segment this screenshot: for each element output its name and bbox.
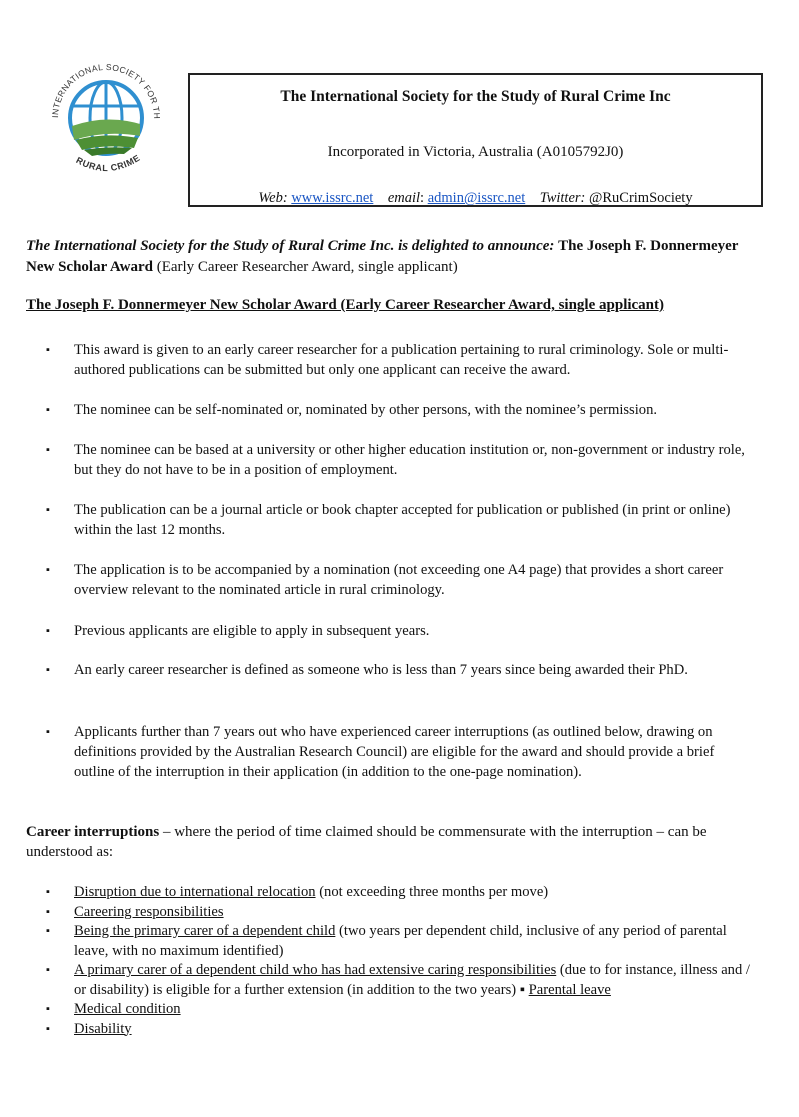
bullet-icon: ▪ (46, 1003, 50, 1015)
letterhead-box (188, 73, 763, 207)
criteria-text: The nominee can be self-nominated or, nominated by other persons, with the nominee’s permission. (74, 402, 658, 418)
globe-logo-icon (36, 40, 176, 200)
email-separator: : (420, 190, 425, 206)
criteria-text: The application is to be accompanied by a nomination (not exceeding one A4 page) that provides a short career overview relevant to the nominated article in rural criminology. (74, 562, 724, 598)
list-item (46, 621, 751, 641)
twitter-label: Twitter: (539, 190, 586, 206)
criteria-text: Applicants further than 7 years out who have experienced career interruptions (as outlined below, drawing on definitions provided by the Australian Research Council) are eligible for the award and should provide a brief outline of the interruption in their application (in addition to the one-page nomination). (74, 724, 715, 780)
interruption-title: A primary carer of a dependent child who has had extensive caring responsibilities (74, 962, 557, 978)
interruption-detail: (not exceeding three months per move) (315, 884, 549, 900)
bullet-icon: ▪ (46, 564, 50, 576)
interruptions-list (46, 883, 756, 1039)
twitter-handle: @RuCrimSociety (589, 190, 693, 206)
section-title: The Joseph F. Donnermeyer New Scholar Award (Early Career Researcher Award, single applicant) (26, 297, 665, 313)
bullet-icon: ▪ (46, 344, 50, 356)
criteria-text: The publication can be a journal article or book chapter accepted for publication or published (in print or online) within the last 12 months. (74, 502, 731, 538)
interruption-title: Parental leave (528, 981, 611, 998)
bullet-icon: ▪ (46, 404, 50, 416)
interruption-title: Being the primary carer of a dependent child (74, 923, 336, 939)
interruption-title: Disability (74, 1020, 132, 1037)
list-item (46, 400, 751, 420)
interruption-detail: (due to for instance, illness and / or disability) is eligible for a further extension (in addition to the two years) ▪ (74, 962, 750, 998)
list-item (46, 903, 756, 923)
list-item (46, 560, 751, 600)
criteria-text: An early career researcher is defined as someone who is less than 7 years since being awarded their PhD. (74, 662, 688, 678)
web-label: Web: (258, 190, 288, 206)
web-link[interactable]: www.issrc.net (291, 190, 374, 206)
list-item (46, 660, 751, 680)
bullet-icon: ▪ (46, 444, 50, 456)
interruption-title: Medical condition (74, 1001, 181, 1017)
bullet-icon: ▪ (46, 886, 50, 898)
award-detail: (Early Career Researcher Award, single applicant) (156, 259, 458, 275)
criteria-text: This award is given to an early career researcher for a publication pertaining to rural criminology. Sole or multi-authored publications can be submitted but only one applicant can receive the award. (74, 342, 729, 378)
award-name: The Joseph F. Donnermeyer New Scholar Award (26, 238, 739, 275)
list-item (46, 440, 751, 480)
bullet-icon: ▪ (46, 905, 50, 918)
bullet-icon: ▪ (46, 664, 50, 676)
incorporation-line: Incorporated in Victoria, Australia (A0105792J0) (327, 144, 624, 160)
interruption-title: Careering responsibilities (74, 903, 224, 920)
society-title: The International Society for the Study of Rural Crime Inc (280, 88, 671, 105)
logo-ring-text: INTERNATIONAL SOCIETY FOR TH (49, 61, 163, 120)
contact-line (190, 190, 761, 207)
email-label: email (387, 190, 421, 206)
list-item (46, 922, 756, 961)
list-item (46, 1020, 756, 1040)
bullet-icon: ▪ (46, 964, 50, 976)
list-item (46, 722, 751, 782)
career-interruptions-label: Career interruptions (26, 824, 160, 840)
list-item (46, 1000, 756, 1020)
interruption-title: Disruption due to international relocation (74, 884, 316, 900)
email-link[interactable]: admin@issrc.net (427, 190, 526, 206)
announcement-intro (26, 236, 766, 278)
list-item (46, 340, 751, 380)
criteria-text: The nominee can be based at a university or other higher education institution or, non-government or industry role, but they do not have to be in a position of employment. (74, 442, 745, 478)
criteria-text: Previous applicants are eligible to apply in subsequent years. (74, 623, 430, 639)
list-item (46, 883, 756, 903)
career-interruptions-paragraph (26, 822, 761, 862)
announcement-lead: The International Society for the Study of Rural Crime Inc. is delighted to announce: (26, 238, 555, 254)
society-logo (36, 40, 176, 200)
interruption-detail: (two years per dependent child, inclusive of any period of parental leave, with no maximum identified) (74, 923, 727, 959)
list-item (46, 500, 751, 540)
bullet-icon: ▪ (46, 625, 50, 637)
list-item (46, 961, 756, 1000)
bullet-icon: ▪ (46, 925, 50, 937)
logo-ring-text-bottom: RURAL CRIME (74, 152, 142, 174)
bullet-icon: ▪ (46, 1022, 50, 1035)
bullet-icon: ▪ (46, 726, 50, 738)
career-interruptions-text: – where the period of time claimed should be commensurate with the interruption – can be understood as: (26, 824, 707, 860)
bullet-icon: ▪ (46, 504, 50, 516)
